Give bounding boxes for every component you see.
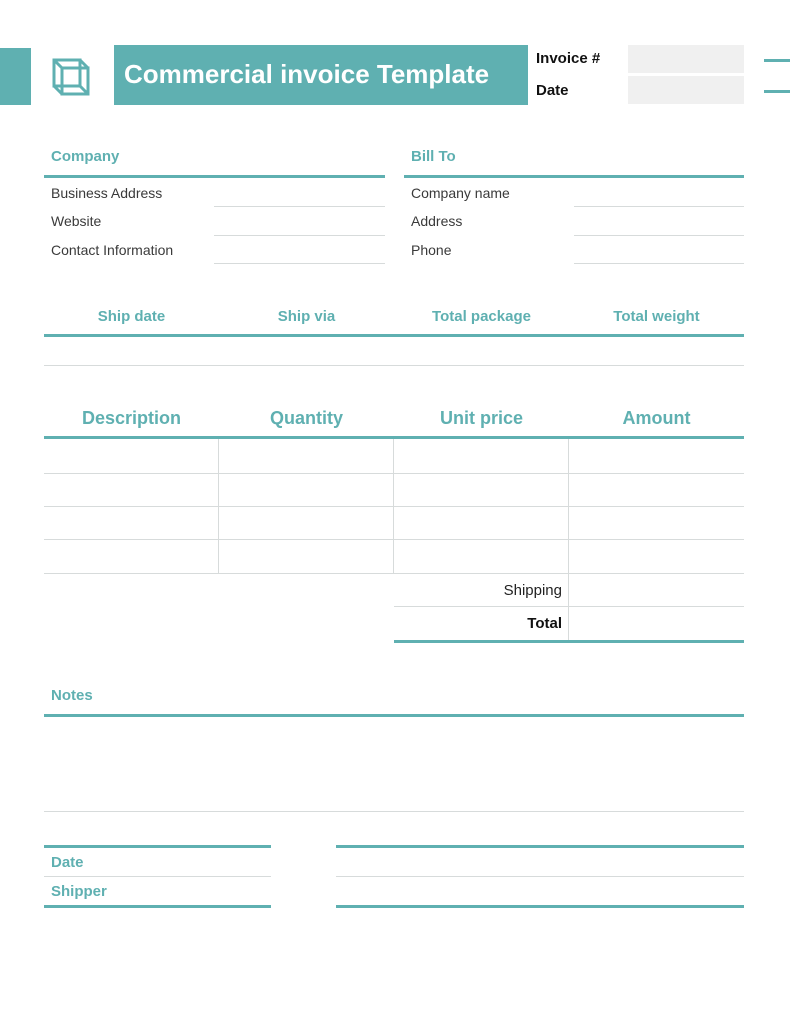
table-cell[interactable] xyxy=(44,439,219,473)
signature-bottom-rule-left xyxy=(44,905,271,908)
phone-label: Phone xyxy=(411,242,452,258)
ship-date-value[interactable] xyxy=(44,337,219,365)
table-cell[interactable] xyxy=(219,473,394,506)
right-accent-dash xyxy=(764,59,790,62)
total-package-value[interactable] xyxy=(394,337,569,365)
website-label: Website xyxy=(51,213,102,229)
date-field[interactable] xyxy=(628,76,744,104)
table-cell[interactable] xyxy=(569,473,744,506)
company-heading: Company xyxy=(51,148,120,165)
table-cell[interactable] xyxy=(219,540,394,573)
table-cell[interactable] xyxy=(394,506,569,539)
bill-to-heading: Bill To xyxy=(411,148,456,165)
page-title: Commercial invoice Template xyxy=(124,59,490,89)
notes-bottom-line xyxy=(44,811,744,812)
table-row xyxy=(44,439,744,474)
company-heading-rule xyxy=(44,175,385,178)
right-accent-dash xyxy=(764,90,790,93)
column-divider xyxy=(393,439,394,573)
unit-price-header: Unit price xyxy=(439,408,523,428)
cube-icon xyxy=(50,56,92,98)
description-header: Description xyxy=(81,408,182,428)
table-cell[interactable] xyxy=(219,439,394,473)
company-name-field[interactable] xyxy=(574,180,744,207)
column-divider xyxy=(218,439,219,573)
table-cell[interactable] xyxy=(394,439,569,473)
grand-total-rule xyxy=(394,640,744,643)
table-cell[interactable] xyxy=(569,540,744,573)
shipper-label: Shipper xyxy=(51,883,107,900)
company-name-label: Company name xyxy=(411,185,510,201)
amount-header: Amount xyxy=(622,408,691,428)
table-row xyxy=(44,540,744,574)
table-row xyxy=(44,506,744,540)
ship-date-header: Ship date xyxy=(97,308,166,325)
table-cell[interactable] xyxy=(219,506,394,539)
table-cell[interactable] xyxy=(394,540,569,573)
signature-date-label: Date xyxy=(51,854,84,871)
contact-information-field[interactable] xyxy=(214,237,385,264)
ship-via-value[interactable] xyxy=(219,337,394,365)
table-cell[interactable] xyxy=(44,540,219,573)
total-weight-header: Total weight xyxy=(613,308,700,325)
table-row xyxy=(44,473,744,507)
quantity-header: Quantity xyxy=(269,408,343,428)
business-address-field[interactable] xyxy=(214,180,385,207)
invoice-number-label: Invoice # xyxy=(536,50,601,67)
table-cell[interactable] xyxy=(44,506,219,539)
bill-to-heading-rule xyxy=(404,175,744,178)
shipper-signature-field[interactable] xyxy=(336,877,744,905)
business-address-label: Business Address xyxy=(51,185,163,201)
table-cell[interactable] xyxy=(394,473,569,506)
ship-via-header: Ship via xyxy=(277,308,336,325)
signature-top-rule-left xyxy=(44,845,271,848)
address-field[interactable] xyxy=(574,209,744,236)
shipping-total-value[interactable] xyxy=(569,574,744,606)
signature-date-field[interactable] xyxy=(336,848,744,876)
shipping-total-label: Shipping xyxy=(503,582,562,599)
shipping-info-bottom-line xyxy=(44,365,744,366)
title-banner xyxy=(114,45,528,105)
date-label: Date xyxy=(536,82,569,99)
table-cell[interactable] xyxy=(44,473,219,506)
table-cell[interactable] xyxy=(569,506,744,539)
left-accent-bar xyxy=(0,48,31,105)
contact-information-label: Contact Information xyxy=(51,242,174,258)
signature-date-line-left xyxy=(44,876,271,877)
total-weight-value[interactable] xyxy=(569,337,744,365)
notes-textarea[interactable] xyxy=(44,717,744,810)
table-cell[interactable] xyxy=(569,439,744,473)
address-label: Address xyxy=(411,213,463,229)
notes-heading: Notes xyxy=(51,687,93,704)
invoice-number-field[interactable] xyxy=(628,45,744,73)
total-package-header: Total package xyxy=(432,308,531,325)
grand-total-value[interactable] xyxy=(569,607,744,640)
signature-bottom-rule-right xyxy=(336,905,744,908)
website-field[interactable] xyxy=(214,209,385,236)
items-table xyxy=(44,439,744,573)
phone-field[interactable] xyxy=(574,237,744,264)
grand-total-label: Total xyxy=(527,615,562,632)
